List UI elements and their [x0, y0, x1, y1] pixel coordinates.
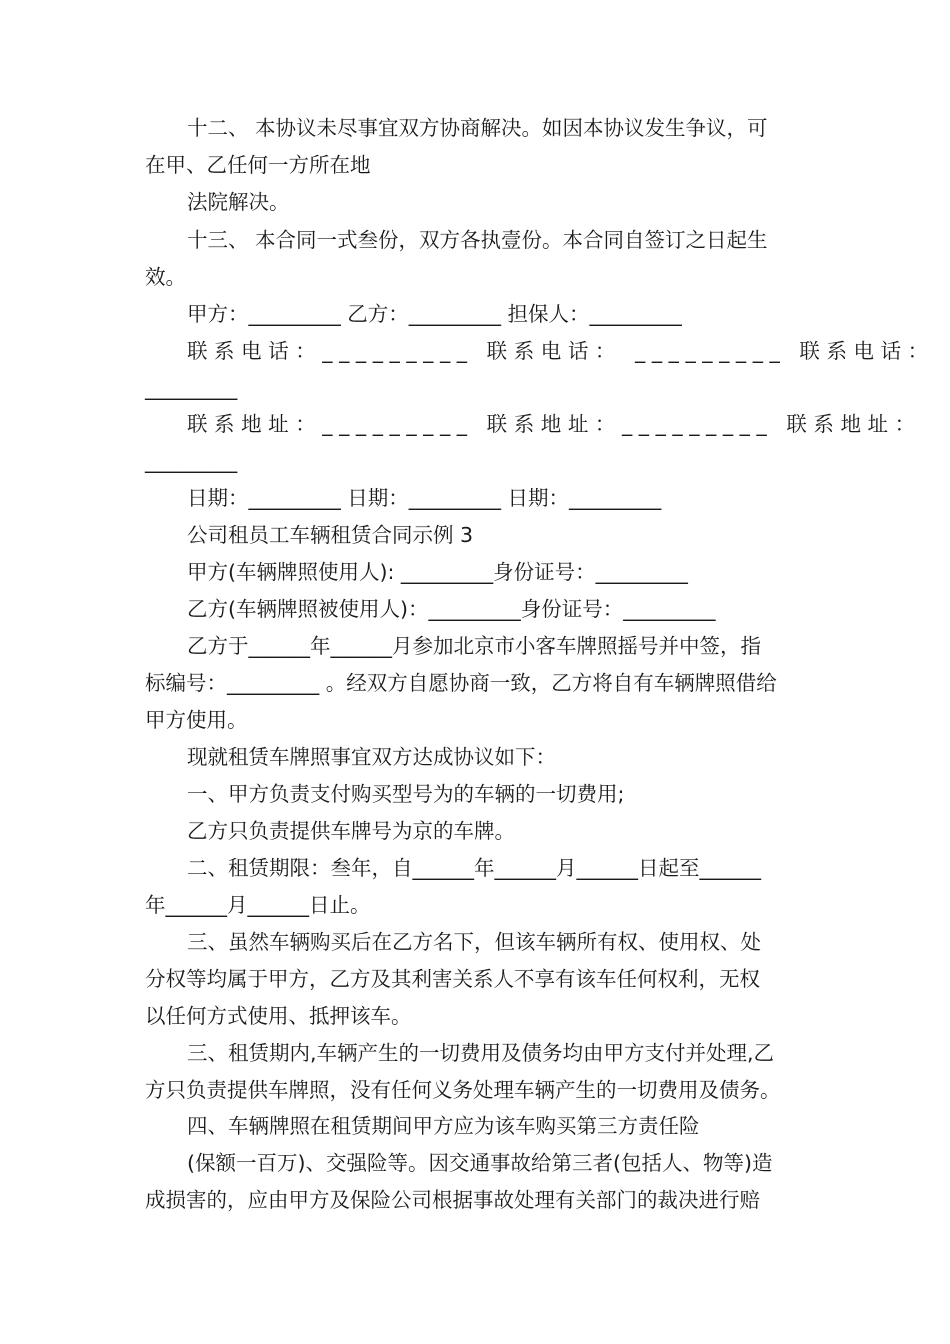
- clause-12-line-2: 在甲、乙任何一方所在地: [145, 153, 371, 177]
- clause-3a-line-1: 三、虽然车辆购买后在乙方名下，但该车辆所有权、使用权、处: [187, 930, 761, 954]
- clause-4-line-3: 成损害的，应由甲方及保险公司根据事故处理有关部门的裁决进行赔: [145, 1188, 760, 1212]
- clause-13-line-1: 十三、 本合同一式叁份，双方各执壹份。本合同自签订之日起生: [187, 228, 768, 252]
- clause-4-line-2: (保额一百万)、交强险等。因交通事故给第三者(包括人、物等)造: [187, 1151, 773, 1175]
- clause-4-line-1: 四、车辆牌照在租赁期间甲方应为该车购买第三方责任险: [187, 1114, 700, 1138]
- section-heading: 公司租员工车辆租赁合同示例 3: [187, 523, 474, 547]
- contact-address-blank: _________: [145, 449, 238, 473]
- preamble-line-3: 甲方使用。: [145, 708, 248, 732]
- preamble-line-1: 乙方于______年______月参加北京市小客车牌照摇号并中签，指: [187, 634, 761, 658]
- clause-3b-line-2: 方只负责提供车牌照，没有任何义务处理车辆产生的一切费用及债务。: [145, 1078, 781, 1102]
- contact-phone-line: 联系电话：_________ 联系电话： _________ 联系电话：: [187, 339, 935, 363]
- signature-parties-line: 甲方：_________ 乙方：_________ 担保人：_________: [187, 302, 682, 326]
- contact-address-line: 联系地址：_________ 联系地址：_________ 联系地址：: [187, 412, 922, 436]
- clause-3a-line-3: 以任何方式使用、抵押该车。: [145, 1004, 412, 1028]
- clause-3b-line-1: 三、租赁期内,车辆产生的一切费用及债务均由甲方支付并处理,乙: [187, 1041, 775, 1065]
- party-b-line: 乙方(车辆牌照被使用人)：_________身份证号：_________: [187, 597, 716, 621]
- party-a-line: 甲方(车辆牌照使用人): _________身份证号：_________: [187, 560, 688, 584]
- clause-13-line-2: 效。: [145, 265, 186, 289]
- preamble-line-2: 标编号：_________ 。经双方自愿协商一致，乙方将自有车辆牌照借给: [145, 671, 777, 695]
- clause-12-line-3: 法院解决。: [187, 190, 290, 214]
- clause-1-line-2: 乙方只负责提供车牌号为京的车牌。: [187, 819, 515, 843]
- clause-2-line-1: 二、租赁期限：叁年，自______年______月______日起至______: [187, 856, 761, 880]
- clause-2-line-2: 年______月______日止。: [145, 893, 371, 917]
- contact-phone-blank: _________: [145, 376, 238, 400]
- date-line: 日期：_________ 日期：_________ 日期：_________: [187, 486, 662, 510]
- clause-3a-line-2: 分权等均属于甲方，乙方及其利害关系人不享有该车任何权利，无权: [145, 967, 760, 991]
- agreement-intro: 现就租赁车牌照事宜双方达成协议如下：: [187, 745, 556, 769]
- clause-12-line-1: 十二、 本协议未尽事宜双方协商解决。如因本协议发生争议，可: [187, 116, 768, 140]
- clause-1-line-1: 一、甲方负责支付购买型号为的车辆的一切费用;: [187, 782, 625, 806]
